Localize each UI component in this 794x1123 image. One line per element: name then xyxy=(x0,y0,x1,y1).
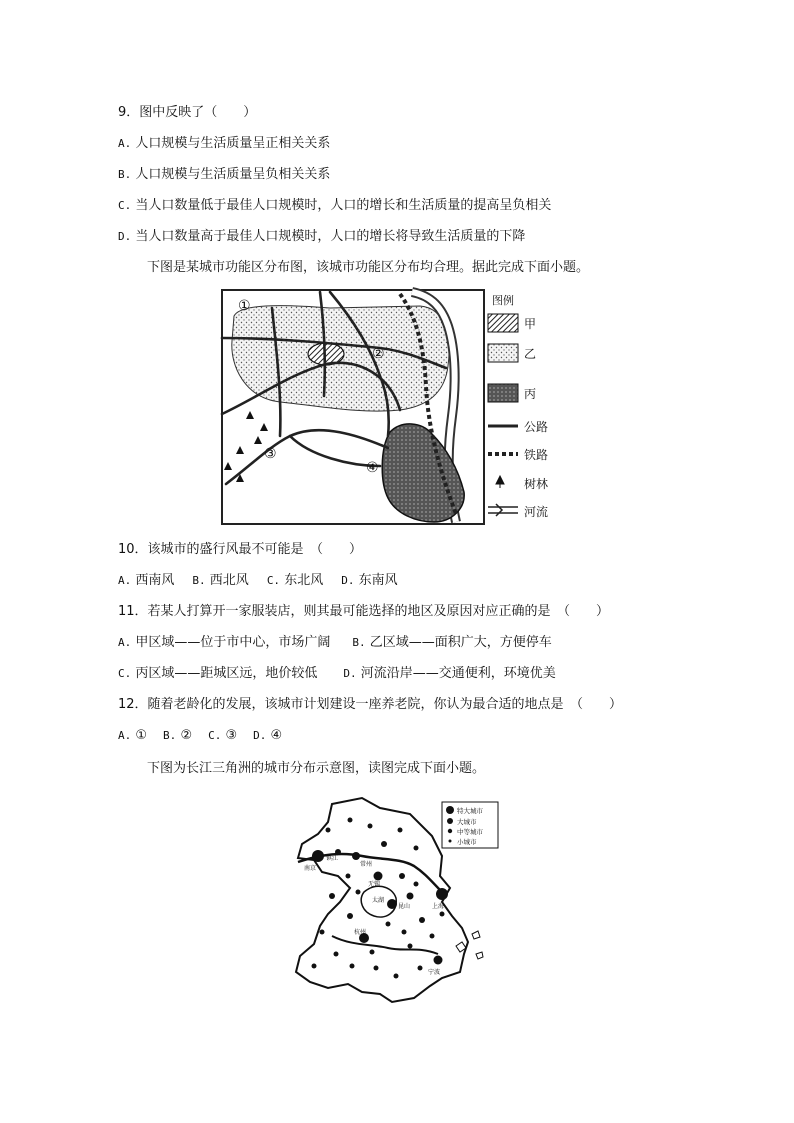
option-text: ③ xyxy=(225,728,238,743)
option-text: 当人口数量低于最佳人口规模时，人口的增长和生活质量的提高呈负相关 xyxy=(135,198,552,213)
legend-label-railway: 铁路 xyxy=(524,448,549,462)
legend-swatch-bing xyxy=(488,384,518,402)
legend-label-jia: 甲 xyxy=(524,317,537,331)
q9-option-d xyxy=(118,228,525,246)
city-label-taihu: 太湖 xyxy=(372,897,385,904)
option-text: 西北风 xyxy=(209,573,249,588)
option-text: 西南风 xyxy=(135,573,175,588)
option-letter: C. xyxy=(118,199,132,212)
legend-label-bing: 丙 xyxy=(524,387,537,401)
option-letter: D. xyxy=(253,729,267,742)
option-letter: B. xyxy=(352,636,366,649)
intro-map2: 下图为长江三角洲的城市分布示意图，读图完成下面小题。 xyxy=(147,761,486,776)
q11-options-cd xyxy=(118,665,556,683)
option-letter: A. xyxy=(118,137,132,150)
q10-stem: 10．该城市的盛行风最不可能是 （ ） xyxy=(118,542,363,557)
legend-label-forest: 树林 xyxy=(524,477,549,491)
city-label-nanjing: 南京 xyxy=(304,865,317,872)
map-legend xyxy=(488,293,548,519)
option-letter: D. xyxy=(343,667,357,680)
legend-label-road: 公路 xyxy=(524,420,549,434)
q12-stem: 12．随着老龄化的发展，该城市计划建设一座养老院，你认为最合适的地点是 （ ） xyxy=(118,697,623,712)
map2-legend xyxy=(442,802,498,848)
option-text: 甲区域——位于市中心，市场广阔 xyxy=(135,635,331,650)
option-letter: A. xyxy=(118,574,132,587)
legend-large-city: 大城市 xyxy=(457,818,477,826)
legend-tree-icon xyxy=(496,476,504,488)
legend-river-icon xyxy=(488,504,518,516)
q9-option-a xyxy=(118,135,330,153)
option-letter: C. xyxy=(266,574,281,587)
zone-label-3: ③ xyxy=(264,446,277,462)
zone-label-2: ② xyxy=(372,346,385,362)
city-label-zhenjiang: 镇江 xyxy=(326,855,339,862)
option-text: ② xyxy=(180,728,193,743)
option-text: 人口规模与生活质量呈正相关关系 xyxy=(135,136,331,151)
option-letter: A. xyxy=(118,729,132,742)
option-letter: C. xyxy=(118,667,132,680)
option-text: 河流沿岸——交通便利，环境优美 xyxy=(360,666,556,681)
q9-option-b xyxy=(118,166,330,184)
yangtze-delta-city-map xyxy=(292,796,504,1006)
city-function-zone-map xyxy=(220,286,555,526)
city-label-wuxi: 无锡 xyxy=(368,881,381,888)
zone-label-4: ④ xyxy=(366,460,379,476)
city-label-kunshan: 昆山 xyxy=(398,903,411,910)
option-letter: D. xyxy=(118,230,132,243)
city-label-changzhou: 常州 xyxy=(360,861,373,868)
city-label-hangzhou: 杭州 xyxy=(354,929,367,936)
legend-small-city: 小城市 xyxy=(457,838,477,846)
option-letter: B. xyxy=(163,729,177,742)
city-label-ningbo: 宁波 xyxy=(428,969,441,976)
q9-option-c xyxy=(118,197,551,215)
option-text: ④ xyxy=(270,728,283,743)
q9-stem: 9．图中反映了（ ） xyxy=(118,105,257,120)
option-text: 当人口数量高于最佳人口规模时，人口的增长将导致生活质量的下降 xyxy=(135,229,526,244)
option-text: 乙区域——面积广大，方便停车 xyxy=(369,635,552,650)
option-text: 东北风 xyxy=(284,573,324,588)
option-text: 东南风 xyxy=(358,573,398,588)
legend-megacity: 特大城市 xyxy=(457,807,483,815)
option-text: 人口规模与生活质量呈负相关关系 xyxy=(135,167,331,182)
city-label-shanghai: 上海 xyxy=(432,903,445,910)
legend-swatch-yi xyxy=(488,344,518,362)
q10-options xyxy=(118,572,398,590)
option-letter: D. xyxy=(341,574,355,587)
zone-label-1: ① xyxy=(238,298,251,314)
option-letter: B. xyxy=(192,574,206,587)
intro-map1: 下图是某城市功能区分布图，该城市功能区分布均合理。据此完成下面小题。 xyxy=(147,260,590,275)
legend-swatch-jia xyxy=(488,314,518,332)
legend-label-river: 河流 xyxy=(524,505,549,519)
option-letter: A. xyxy=(118,636,132,649)
q12-options xyxy=(118,727,282,745)
legend-title: 图例 xyxy=(492,294,514,307)
q11-stem: 11．若某人打算开一家服装店，则其最可能选择的地区及原因对应正确的是 （ ） xyxy=(118,604,610,619)
option-text: ① xyxy=(135,728,148,743)
legend-medium-city: 中等城市 xyxy=(457,828,483,836)
option-letter: B. xyxy=(118,168,132,181)
legend-label-yi: 乙 xyxy=(524,347,537,361)
q11-options-ab xyxy=(118,634,552,652)
option-letter: C. xyxy=(208,729,222,742)
option-text: 丙区域——距城区远，地价较低 xyxy=(135,666,318,681)
